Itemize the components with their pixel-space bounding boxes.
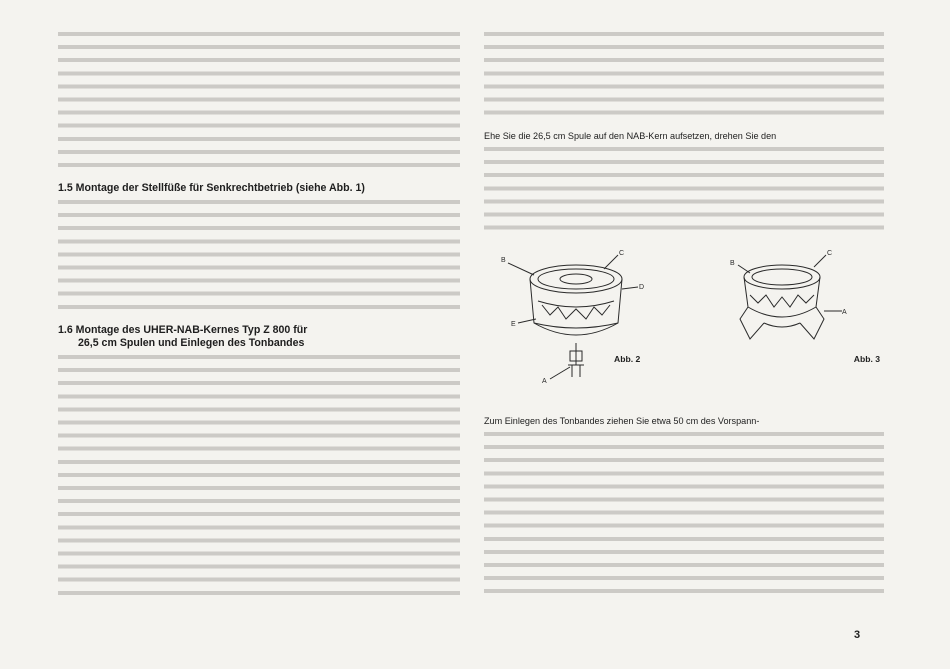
heading-section-1-6-line-1: 1.6 Montage des UHER-NAB-Kernes Typ Z 800 für [58,324,308,336]
paragraph-tonband-einlegen-first-line: Zum Einlegen des Tonbandes ziehen Sie etwa 50 cm des Vorspann- [484,416,760,427]
figure-abb-3-label-a: A [842,309,847,317]
paragraph-tonband-einlegen-text [484,428,884,598]
figure-abb-3-label-b: B [730,260,735,268]
paragraph-stellfuesse-text [58,196,460,314]
figure-abb-2-label-a: A [542,378,547,386]
figure-abb-2-label-e: E [511,321,516,329]
figure-abb-2-caption: Abb. 2 [614,354,641,365]
page-number: 3 [854,629,861,641]
figure-abb-3-label-c: C [827,250,833,258]
figure-abb-3-caption: Abb. 3 [853,354,880,365]
paragraph-klemmbacken-text [484,28,884,120]
figure-abb-2-label-d: D [639,284,645,292]
right-column [484,28,884,598]
heading-section-1-6-line-2: 26,5 cm Spulen und Einlegen des Tonbandes [78,337,305,349]
figure-abb-2-drawing [498,249,648,399]
paragraph-nab-kern-text [58,351,460,600]
left-column [58,28,460,600]
paragraph-spule-aufsetzen-text [484,143,884,235]
figure-abb-2-label-c: C [619,250,625,258]
heading-section-1-6 [58,324,460,350]
paragraph-spule-aufsetzen-first-line: Ehe Sie die 26,5 cm Spule auf den NAB-Kern aufsetzen, drehen Sie den [484,131,777,141]
figure-abb-3-drawing [720,249,850,359]
heading-section-1-5: 1.5 Montage der Stellfüße für Senkrechtbetrieb (siehe Abb. 1) [58,182,365,194]
figure-abb-2 [498,249,648,399]
paragraph-schutzschaltung-text [58,28,460,172]
figure-abb-2-label-b: B [501,257,506,265]
figures-area [484,249,884,399]
figure-abb-3 [720,249,850,359]
